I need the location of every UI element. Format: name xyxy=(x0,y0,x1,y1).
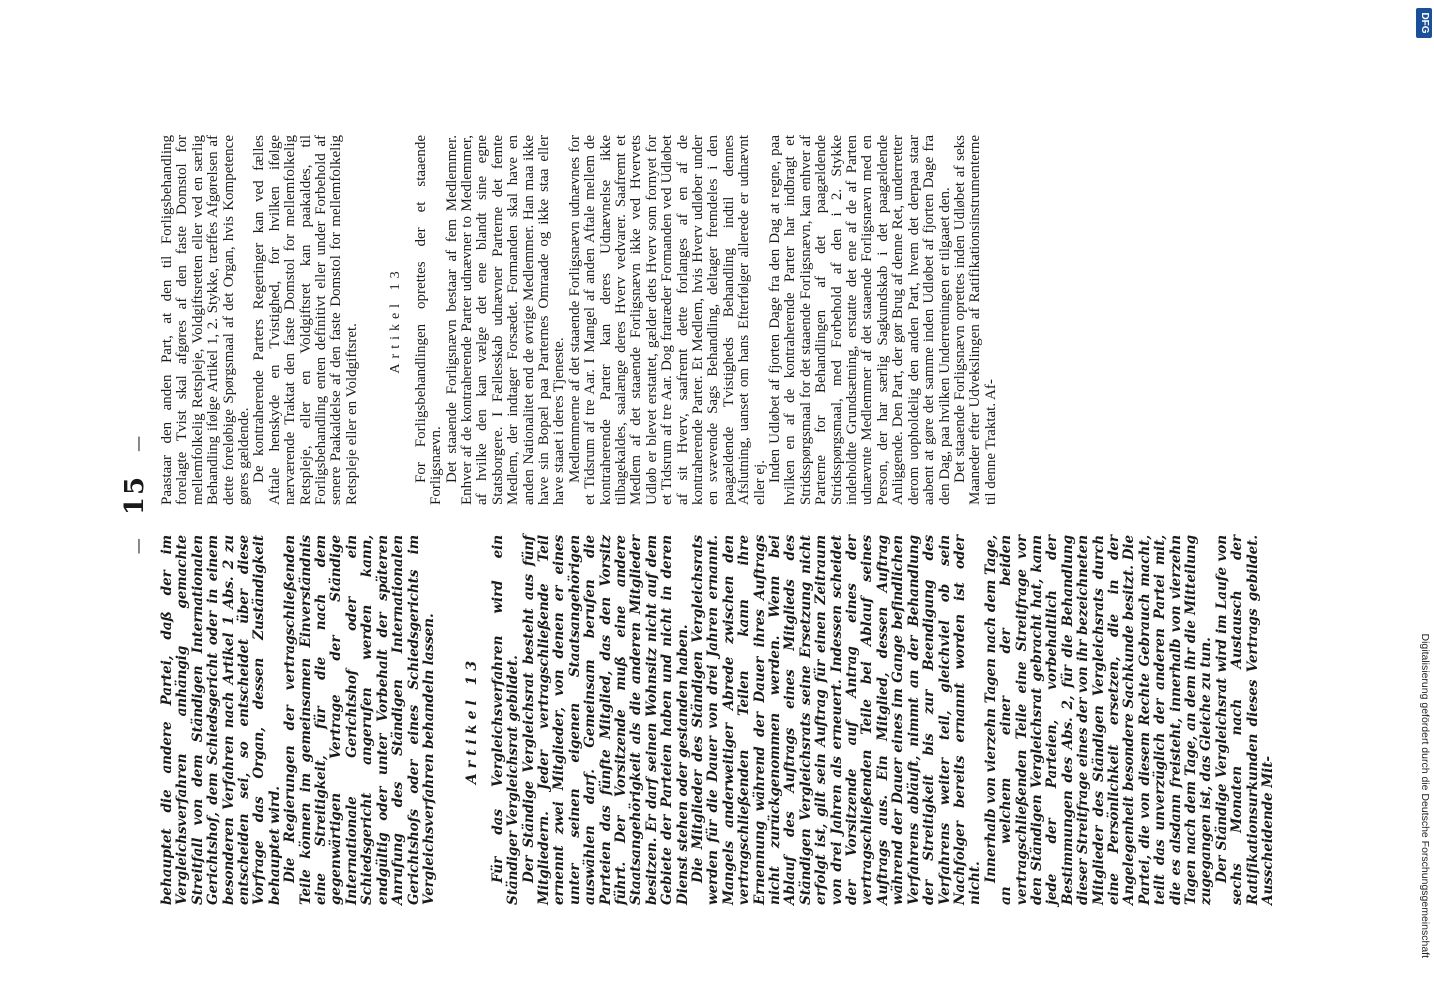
danish-paragraph: Det staaende Forligsnævn bestaar af fem Medlemmer. Enhver af de kontraherende Parter udnævner to Medlemmer, af hvilke den kan vælge det ene blandt sine egne Statsborgere. I Fællesskab udnævner Parterne det femte Medlem, der indtager Forsædet. Formanden skal have en anden Nationalitet end de øvrige Medlemmer. Han maa ikke have sin Bopæl paa Parternes Omraade og ikke staa eller have staaet i deres Tjeneste. xyxy=(443,135,568,505)
danish-paragraph: For Forligsbehandlingen oprettes der et staaende Forligsnævn. xyxy=(412,135,445,505)
german-column xyxy=(160,535,1276,905)
danish-paragraph: Det staaende Forligsnævn oprettes inden Udløbet af seks Maaneder efter Udvekslingen af Ratifikationsinstrumenterne til denne Traktat. Af- xyxy=(951,135,999,505)
german-intro-paragraph: behauptet die andere Partei, daß der im Vergleichsverfahren anhängig gemachte Streitfall von dem Ständigen Internationalen Gerichtshof, dem Schiedsgericht oder in einem besonderen Verfahren nach Artikel 1 Abs. 2 zu entscheiden sei, so entscheidet über diese Vorfrage das Organ, dessen Zuständigkeit behauptet wird. xyxy=(159,535,283,905)
treaty-page xyxy=(120,85,1420,905)
german-article-heading: Artikel 13 xyxy=(464,655,481,785)
danish-column xyxy=(160,135,999,505)
digitization-credit-text: Digitalisierung gefördert durch die Deutsche Forschungsgemeinschaft xyxy=(1419,633,1431,958)
danish-paragraph: De kontraherende Parters Regeringer kan ved fælles Aftale henskyde en Tvistighed, for hvilken ifølge nærværende Traktat den faste Domstol for mellemfolkelig Retspleje, eller en Voldgiftsret kan paakaldes, til Forligsbehandling enten definitivt eller under Forbehold af senere Paakaldelse af den faste Domstol for mellemfolkelig Retspleje eller en Voldgiftsret. xyxy=(251,135,360,505)
german-paragraph: Innerhalb von vierzehn Tagen nach dem Tage, an welchem einer der beiden vertragschließenden Teile eine Streitfrage vor den Ständigen Vergleichsrat gebracht hat, kann jede der Parteien, vorbehaltlich der Bestimmungen des Abs. 2, für die Behandlung dieser Streitfrage eines der von ihr bezeichneten Mitglieder des Ständigen Vergleichsrats durch eine Persönlichkeit ersetzen, die in der Angelegenheit besondere Sachkunde besitzt. Die Partei, die von diesem Rechte Gebrauch macht, teilt das unverzüglich der anderen Partei mit, die es alsdann freisteht, innerhalb von vierzehn Tagen nach dem Tage, an dem ihr die Mitteilung zugegangen ist, das Gleiche zu tun. xyxy=(982,535,1215,905)
danish-paragraph: Medlemmerne af det staaende Forligsnævn udnævnes for et Tidsrum af tre Aar. I Mangel af anden Aftale mellem de kontraherende Parter kan deres Udnævnelse ikke tilbagekaldes, saalænge deres Hverv vedvarer. Saafremt et Medlem af det staaende Forligsnævn ikke ved Hvervets Udløb er blevet erstattet, gælder dets Hverv som fornyet for et Tidsrum af tre Aar. Dog fratræder Formanden ved Udløbet af sit Hverv, saafremt dette forlanges af en af de kontraherende Parter. Et Medlem, hvis Hverv udløber under en svævende Sags Behandling, deltager fremdeles i den paagældende Tvistigheds Behandling indtil dennes Afslutning, uanset om hans Efterfølger allerede er udnævnt eller ej. xyxy=(566,135,768,505)
danish-article-heading: Artikel 13 xyxy=(388,266,404,374)
german-paragraph: Der Ständige Vergleichsrat besteht aus fünf Mitgliedern. Jeder vertragschließende Teil ernennt zwei Mitglieder, von denen er eines unter seinen eigenen Staatsangehörigen auswählen darf. Gemeinsam berufen die Parteien das fünfte Mitglied, das den Vorsitz führt. Der Vorsitzende muß eine andere Staatsangehörigkeit als die anderen Mitglieder besitzen. Er darf seinen Wohnsitz nicht auf dem Gebiete der Parteien haben und nicht in deren Dienst stehen oder gestanden haben. xyxy=(520,535,691,905)
german-paragraph: Der Ständige Vergleichsrat wird im Laufe von sechs Monaten nach Austausch der Ratifikationsurkunden dieses Vertrags gebildet. Ausscheidende Mit- xyxy=(1213,535,1277,905)
german-paragraph: Die Mitglieder des Ständigen Vergleichsrats werden für die Dauer von drei Jahren ernannt. Mangels anderweitiger Abrede zwischen den vertragschließenden Teilen kann ihre Ernennung während der Dauer ihres Auftrags nicht zurückgenommen werden. Wenn bei Ablauf des Auftrags eines Mitglieds des Ständigen Vergleichsrats seine Ersetzung nicht erfolgt ist, gilt sein Auftrag für einen Zeitraum von drei Jahren als erneuert. Indessen scheidet der Vorsitzende auf Antrag eines der vertragschließenden Teile bei Ablauf seines Auftrags aus. Ein Mitglied, dessen Auftrag während der Dauer eines im Gange befindlichen Verfahrens abläuft, nimmt an der Behandlung der Streitigkeit bis zur Beendigung des Verfahrens weiter teil, gleichviel ob sein Nachfolger bereits ernannt worden ist oder nicht. xyxy=(690,535,984,905)
digitization-credit-bar xyxy=(1414,8,1434,998)
danish-paragraph: Inden Udløbet af fjorten Dage fra den Dag at regne, paa hvilken en af de kontraherende Parter har indbragt et Stridsspørgsmaal for det staaende Forligsnævn, kan enhver af Parterne for Behandlingen af det paagældende Stridsspørgsmaal, med Forbehold af den i 2. Stykke indeholdte Grundsætning, erstatte det ene af de af Parten udnævnte Medlemmer af det staaende Forligsnævn med en Person, der har særlig Sagkundskab i det paagældende Anliggende. Den Part, der gør Brug af denne Ret, underretter derom uopholdelig den anden Part, hvem det derpaa staar aabent at gøre det samme inden Udløbet af fjorten Dage fra den Dag, paa hvilken Underretningen er tilgaaet den. xyxy=(767,135,953,505)
page-header xyxy=(120,85,160,905)
german-paragraph: Für das Vergleichsverfahren wird ein Ständiger Vergleichsrat gebildet. xyxy=(489,535,522,905)
german-paragraph: Die Regierungen der vertragschließenden Teile können im gemeinsamen Einverständnis eine Streitigkeit, für die nach dem gegenwärtigen Vertrage der Ständige Internationale Gerichtshof oder ein Schiedsgericht angerufen werden kann, endgültig oder unter Vorbehalt der späteren Anrufung des Ständigen Internationalen Gerichtshofs oder eines Schiedsgerichts im Vergleichsverfahren behandeln lassen. xyxy=(282,535,437,905)
header-dash-left: — xyxy=(128,538,147,555)
page-number: 15 xyxy=(120,474,150,516)
header-dash-right: — xyxy=(128,435,147,452)
dfg-logo-text: DFG xyxy=(1419,12,1430,34)
danish-intro-paragraph: Paastaar den anden Part, at den til Forligsbehandling forelagte Tvist skal afgøres af den faste Domstol for mellemfolkelig Retspleje, Voldgiftsretten eller ved en særlig Behandling ifølge Artikel 1, 2. Stykke, træffes Afgørelsen af dette foreløbige Spørgsmaal af det Organ, hvis Kompetence gøres gældende. xyxy=(159,135,253,505)
